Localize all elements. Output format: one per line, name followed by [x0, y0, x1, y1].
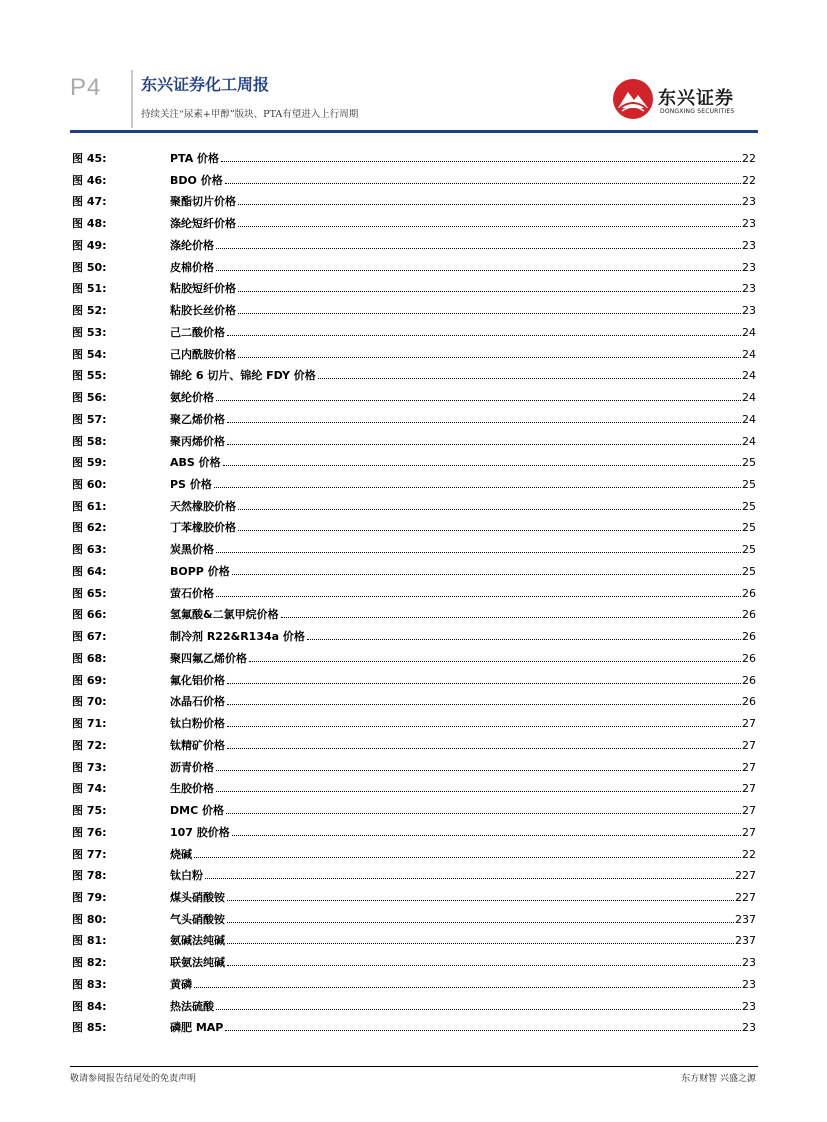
toc-entry[interactable]: [72, 824, 756, 846]
toc-figure-label: 图 47:: [72, 195, 107, 209]
toc-page-number: 25: [742, 564, 756, 578]
toc-page-number: 23: [742, 282, 756, 296]
toc-dot-leader: [238, 509, 741, 510]
report-subtitle: 持续关注“尿素+甲醇”版块、PTA有望进入上行周期: [141, 109, 359, 120]
toc-figure-title: BOPP 价格: [170, 564, 230, 578]
toc-page-number: 24: [742, 391, 756, 405]
toc-figure-title: 聚乙烯价格: [170, 412, 225, 426]
toc-entry[interactable]: [72, 650, 756, 672]
toc-dot-leader: [216, 1009, 741, 1010]
toc-entry[interactable]: [72, 585, 756, 607]
toc-dot-leader: [216, 791, 741, 792]
toc-page-number: 227: [735, 890, 756, 904]
toc-entry[interactable]: [72, 998, 756, 1020]
toc-entry[interactable]: [72, 737, 756, 759]
toc-figure-label: 图 58:: [72, 434, 107, 448]
toc-page-number: 22: [742, 152, 756, 165]
toc-figure-label: 图 83:: [72, 977, 107, 991]
toc-entry[interactable]: [72, 867, 756, 889]
report-title: 东兴证券化工周报: [141, 75, 270, 94]
toc-figure-title: 制冷剂 R22&R134a 价格: [170, 630, 305, 644]
toc-entry[interactable]: [72, 802, 756, 824]
toc-dot-leader: [238, 204, 741, 205]
toc-figure-title: 炭黑价格: [170, 543, 214, 557]
toc-entry[interactable]: [72, 541, 756, 563]
toc-dot-leader: [214, 487, 741, 488]
toc-page-number: 22: [742, 847, 756, 861]
toc-figure-label: 图 52:: [72, 304, 107, 318]
toc-figure-title: 107 胶价格: [170, 825, 230, 839]
toc-entry[interactable]: [72, 976, 756, 998]
toc-entry[interactable]: [72, 889, 756, 911]
toc-figure-label: 图 55:: [72, 369, 107, 383]
page-number: P4: [70, 74, 102, 101]
toc-figure-title: ABS 价格: [170, 456, 221, 470]
toc-dot-leader: [226, 813, 741, 814]
toc-figure-label: 图 45:: [72, 152, 107, 165]
toc-figure-title: 钛白粉: [170, 869, 203, 883]
toc-figure-title: 沥青价格: [170, 760, 214, 774]
toc-figure-title: DMC 价格: [170, 804, 224, 818]
toc-page-number: 24: [742, 412, 756, 426]
toc-figure-title: 聚丙烯价格: [170, 434, 225, 448]
toc-page-number: 25: [742, 521, 756, 535]
toc-dot-leader: [227, 683, 741, 684]
toc-page-number: 26: [742, 630, 756, 644]
toc-entry[interactable]: [72, 1019, 756, 1041]
toc-dot-leader: [227, 748, 741, 749]
toc-figure-label: 图 50:: [72, 260, 107, 274]
toc-dot-leader: [194, 857, 741, 858]
toc-entry[interactable]: [72, 954, 756, 976]
toc-dot-leader: [238, 530, 741, 531]
toc-figure-title: 己内酰胺价格: [170, 347, 236, 361]
toc-figure-label: 图 70:: [72, 695, 107, 709]
toc-page-number: 25: [742, 478, 756, 492]
toc-figure-label: 图 46:: [72, 173, 107, 187]
toc-page-number: 24: [742, 347, 756, 361]
toc-figure-label: 图 85:: [72, 1021, 107, 1035]
company-logo: [612, 78, 752, 120]
toc-figure-title: 天然橡胶价格: [170, 499, 236, 513]
toc-page-number: 23: [742, 217, 756, 231]
toc-figure-title: 涤纶短纤价格: [170, 217, 236, 231]
toc-figure-label: 图 80:: [72, 912, 107, 926]
toc-entry[interactable]: [72, 519, 756, 541]
toc-figure-title: BDO 价格: [170, 173, 223, 187]
toc-figure-title: 聚酯切片价格: [170, 195, 236, 209]
toc-figure-label: 图 81:: [72, 934, 107, 948]
toc-page-number: 26: [742, 695, 756, 709]
toc-page-number: 25: [742, 499, 756, 513]
figure-toc: [72, 150, 756, 1041]
toc-dot-leader: [216, 596, 741, 597]
toc-figure-title: 黄磷: [170, 977, 192, 991]
toc-entry[interactable]: [72, 150, 756, 172]
toc-entry[interactable]: [72, 606, 756, 628]
toc-dot-leader: [225, 1030, 741, 1031]
toc-dot-leader: [318, 378, 741, 379]
toc-page-number: 25: [742, 543, 756, 557]
toc-entry[interactable]: [72, 759, 756, 781]
toc-figure-title: 钛精矿价格: [170, 738, 225, 752]
toc-dot-leader: [238, 291, 741, 292]
toc-figure-label: 图 62:: [72, 521, 107, 535]
toc-dot-leader: [216, 770, 741, 771]
dongxing-logo-icon: [612, 78, 654, 120]
toc-page-number: 26: [742, 608, 756, 622]
toc-dot-leader: [216, 552, 741, 553]
toc-figure-label: 图 54:: [72, 347, 107, 361]
toc-figure-title: 萤石价格: [170, 586, 214, 600]
toc-page-number: 24: [742, 434, 756, 448]
toc-entry[interactable]: [72, 411, 756, 433]
toc-dot-leader: [194, 987, 741, 988]
toc-entry[interactable]: [72, 911, 756, 933]
header-rule: [70, 130, 758, 133]
toc-figure-title: 气头硝酸铵: [170, 912, 225, 926]
toc-dot-leader: [307, 639, 741, 640]
toc-figure-title: 粘胶短纤价格: [170, 282, 236, 296]
toc-dot-leader: [238, 313, 741, 314]
toc-entry[interactable]: [72, 215, 756, 237]
toc-figure-title: PTA 价格: [170, 152, 220, 165]
toc-dot-leader: [216, 400, 741, 401]
toc-dot-leader: [227, 900, 734, 901]
toc-dot-leader: [205, 878, 734, 879]
toc-page-number: 27: [742, 738, 756, 752]
toc-figure-title: 皮棉价格: [170, 260, 214, 274]
toc-dot-leader: [221, 161, 741, 162]
toc-figure-title: 煤头硝酸铵: [170, 890, 225, 904]
toc-figure-label: 图 49:: [72, 238, 107, 252]
toc-figure-title: 生胶价格: [170, 782, 214, 796]
toc-entry[interactable]: [72, 193, 756, 215]
toc-figure-title: 联氨法纯碱: [170, 956, 225, 970]
toc-figure-label: 图 79:: [72, 890, 107, 904]
toc-page-number: 23: [742, 977, 756, 991]
toc-dot-leader: [225, 183, 741, 184]
toc-figure-label: 图 56:: [72, 391, 107, 405]
toc-entry[interactable]: [72, 324, 756, 346]
toc-page-number: 24: [742, 325, 756, 339]
toc-dot-leader: [227, 444, 741, 445]
toc-page-number: 237: [735, 934, 756, 948]
toc-entry[interactable]: [72, 259, 756, 281]
toc-figure-label: 图 78:: [72, 869, 107, 883]
toc-figure-title: 氨纶价格: [170, 391, 214, 405]
toc-entry[interactable]: [72, 346, 756, 368]
toc-dot-leader: [281, 617, 741, 618]
toc-page-number: 23: [742, 1021, 756, 1035]
toc-entry[interactable]: [72, 367, 756, 389]
toc-entry[interactable]: [72, 280, 756, 302]
toc-page-number: 227: [735, 869, 756, 883]
toc-entry[interactable]: [72, 498, 756, 520]
toc-page-number: 24: [742, 369, 756, 383]
toc-figure-label: 图 65:: [72, 586, 107, 600]
toc-figure-label: 图 67:: [72, 630, 107, 644]
toc-entry[interactable]: [72, 172, 756, 194]
toc-page-number: 23: [742, 195, 756, 209]
toc-page-number: 23: [742, 999, 756, 1013]
toc-page-number: 23: [742, 304, 756, 318]
toc-figure-title: 烧碱: [170, 847, 192, 861]
toc-entry[interactable]: [72, 433, 756, 455]
toc-figure-title: 钛白粉价格: [170, 717, 225, 731]
toc-figure-label: 图 75:: [72, 804, 107, 818]
toc-dot-leader: [238, 226, 741, 227]
toc-figure-title: 磷肥 MAP: [170, 1021, 224, 1035]
toc-dot-leader: [227, 726, 741, 727]
toc-dot-leader: [232, 835, 741, 836]
toc-figure-label: 图 64:: [72, 564, 107, 578]
toc-figure-label: 图 57:: [72, 412, 107, 426]
toc-entry[interactable]: [72, 715, 756, 737]
toc-dot-leader: [216, 248, 741, 249]
toc-figure-label: 图 59:: [72, 456, 107, 470]
toc-entry[interactable]: [72, 476, 756, 498]
toc-dot-leader: [227, 335, 741, 336]
toc-figure-label: 图 63:: [72, 543, 107, 557]
toc-figure-label: 图 61:: [72, 499, 107, 513]
toc-figure-title: PS 价格: [170, 478, 212, 492]
toc-figure-title: 氨碱法纯碱: [170, 934, 225, 948]
toc-dot-leader: [227, 422, 741, 423]
toc-page-number: 26: [742, 586, 756, 600]
toc-figure-title: 热法硫酸: [170, 999, 214, 1013]
toc-figure-label: 图 71:: [72, 717, 107, 731]
toc-dot-leader: [227, 922, 734, 923]
toc-figure-title: 氢氟酸&二氯甲烷价格: [170, 608, 279, 622]
toc-page-number: 23: [742, 260, 756, 274]
toc-page-number: 27: [742, 782, 756, 796]
toc-entry[interactable]: [72, 389, 756, 411]
toc-entry[interactable]: [72, 780, 756, 802]
toc-dot-leader: [223, 465, 741, 466]
toc-figure-title: 聚四氟乙烯价格: [170, 651, 247, 665]
toc-entry[interactable]: [72, 237, 756, 259]
toc-figure-label: 图 77:: [72, 847, 107, 861]
toc-dot-leader: [227, 943, 734, 944]
toc-entry[interactable]: [72, 932, 756, 954]
footer-rule: [70, 1066, 758, 1067]
toc-entry[interactable]: [72, 672, 756, 694]
toc-page-number: 23: [742, 956, 756, 970]
toc-figure-label: 图 74:: [72, 782, 107, 796]
toc-page-number: 26: [742, 651, 756, 665]
toc-dot-leader: [216, 270, 741, 271]
toc-figure-title: 己二酸价格: [170, 325, 225, 339]
toc-page-number: 27: [742, 760, 756, 774]
toc-page-number: 27: [742, 717, 756, 731]
toc-figure-label: 图 73:: [72, 760, 107, 774]
toc-page-number: 23: [742, 238, 756, 252]
toc-figure-title: 锦纶 6 切片、锦纶 FDY 价格: [170, 369, 316, 383]
toc-figure-title: 氟化铝价格: [170, 673, 225, 687]
toc-figure-label: 图 76:: [72, 825, 107, 839]
toc-figure-label: 图 72:: [72, 738, 107, 752]
toc-page-number: 237: [735, 912, 756, 926]
logo-text-cn: 东兴证券: [658, 88, 734, 109]
toc-figure-label: 图 53:: [72, 325, 107, 339]
toc-entry[interactable]: [72, 563, 756, 585]
toc-figure-label: 图 84:: [72, 999, 107, 1013]
toc-figure-label: 图 60:: [72, 478, 107, 492]
logo-text-en: DONGXING SECURITIES: [660, 108, 735, 115]
toc-dot-leader: [232, 574, 741, 575]
toc-dot-leader: [227, 965, 741, 966]
toc-entry[interactable]: [72, 628, 756, 650]
toc-entry[interactable]: [72, 846, 756, 868]
toc-figure-label: 图 66:: [72, 608, 107, 622]
toc-page-number: 27: [742, 804, 756, 818]
toc-figure-label: 图 48:: [72, 217, 107, 231]
toc-page-number: 25: [742, 456, 756, 470]
toc-page-number: 26: [742, 673, 756, 687]
toc-figure-title: 涤纶价格: [170, 238, 214, 252]
toc-entry[interactable]: [72, 454, 756, 476]
toc-entry[interactable]: [72, 693, 756, 715]
footer-slogan: 东方财智 兴盛之源: [681, 1074, 756, 1084]
toc-figure-title: 丁苯橡胶价格: [170, 521, 236, 535]
toc-page-number: 22: [742, 173, 756, 187]
toc-dot-leader: [238, 357, 741, 358]
toc-figure-label: 图 68:: [72, 651, 107, 665]
toc-page-number: 27: [742, 825, 756, 839]
footer-disclaimer: 敬请参阅报告结尾处的免责声明: [70, 1074, 197, 1084]
header-divider: [131, 70, 133, 128]
toc-figure-label: 图 82:: [72, 956, 107, 970]
toc-figure-label: 图 69:: [72, 673, 107, 687]
toc-entry[interactable]: [72, 302, 756, 324]
toc-figure-title: 冰晶石价格: [170, 695, 225, 709]
toc-figure-title: 粘胶长丝价格: [170, 304, 236, 318]
toc-dot-leader: [227, 704, 741, 705]
toc-dot-leader: [249, 661, 741, 662]
toc-figure-label: 图 51:: [72, 282, 107, 296]
